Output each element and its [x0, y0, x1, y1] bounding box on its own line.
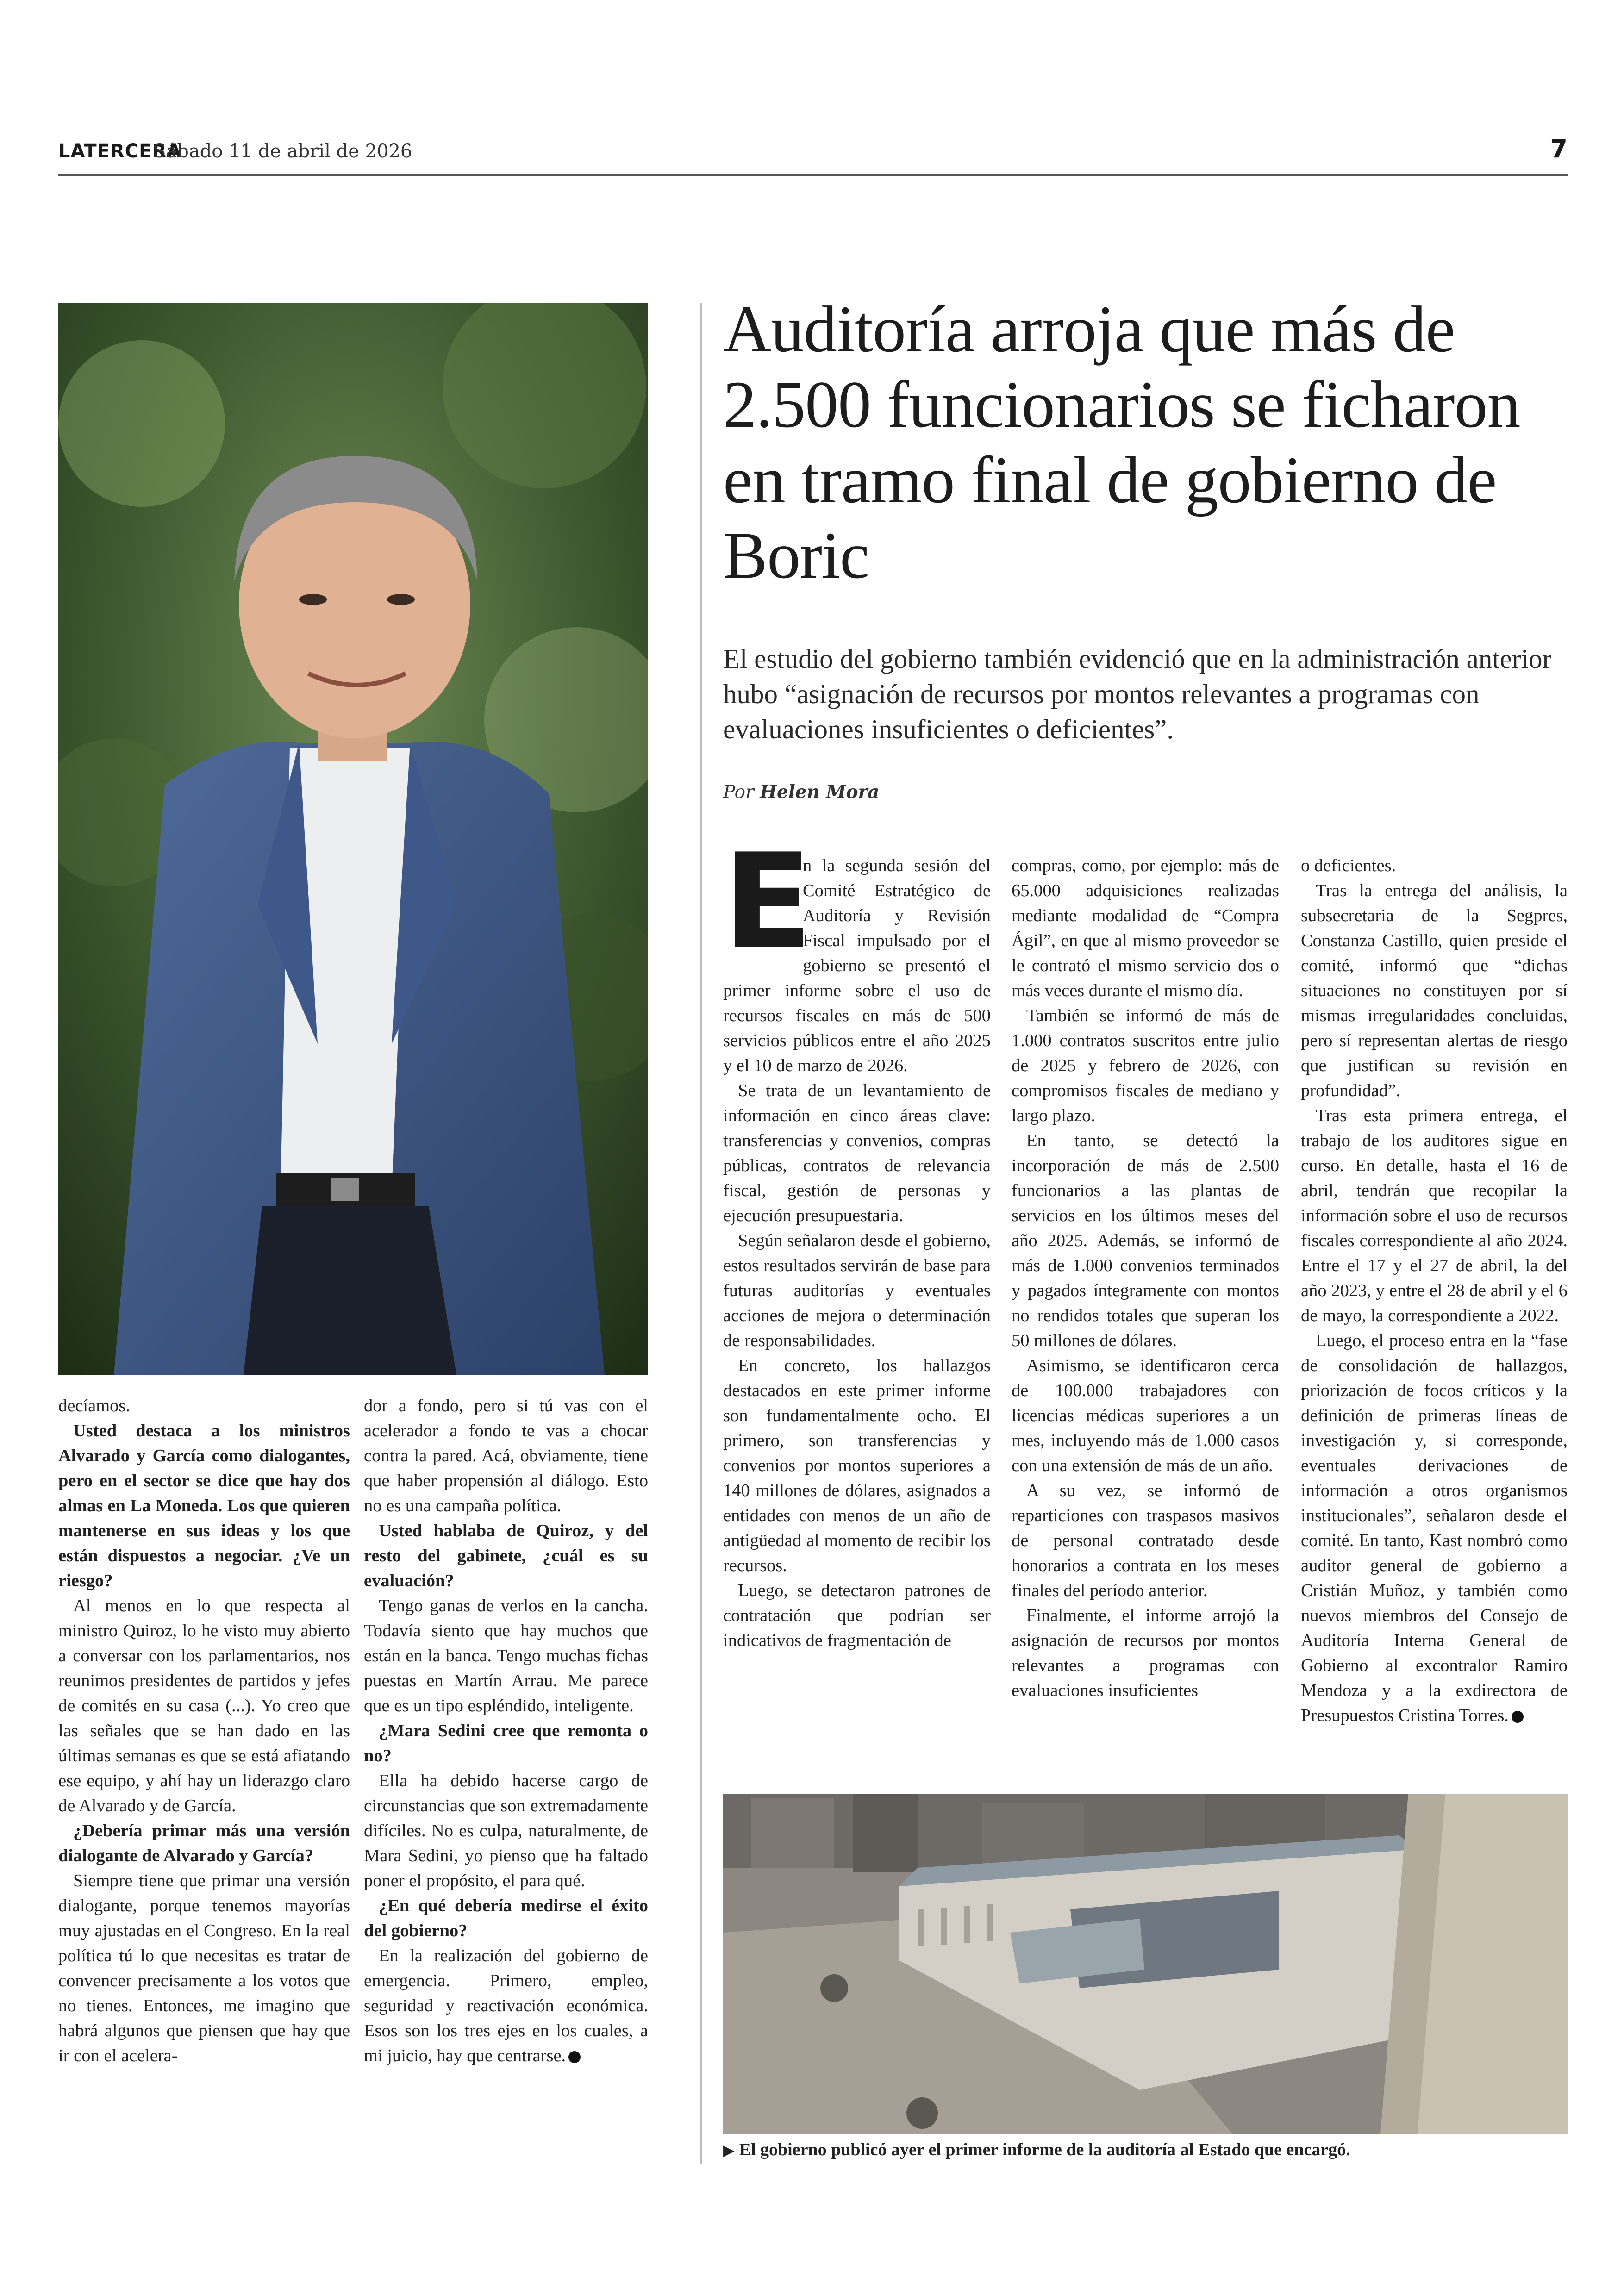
interview-question: ¿En qué debería medirse el éxito del gobierno?	[364, 1896, 648, 1940]
la-moneda-aerial-photo	[723, 1794, 1568, 2134]
byline-author: Helen Mora	[760, 781, 880, 803]
newspaper-brand: LATERCERA	[58, 141, 182, 162]
page-header	[58, 134, 1568, 176]
article-paragraph: Tras esta primera entrega, el trabajo de los auditores sigue en curso. En detalle, hasta el 16 de abril, tendrán que recopilar la información sobre el uso de recursos fiscales correspondiente al año 2024. Entre el 17 y el 27 de abril, la del año 2023, y entre el 28 de abril y el 6 de mayo, la correspondiente a 2022.	[1301, 1106, 1568, 1325]
article-paragraph: En concreto, los hallazgos destacados en este primer informe son fundamentalmente ocho. El primero, son transferencias y convenios por montos superiores a 140 millones de dólares, asignados a entidades con menos de un año de antigüedad al momento de recibir los recursos.	[723, 1356, 991, 1575]
interview-answer: Al menos en lo que respecta al ministro Quiroz, lo he visto muy abierto a conversar con los parlamentarios, nos reunimos presidentes de partidos y jefes de comités en su casa (...). Yo creo que las señales que se han dado en las últimas semanas es que se está afiatando ese equipo, y ahí hay un liderazgo claro de Alvarado y de García.	[58, 1596, 350, 1815]
interview-answer: En la realización del gobierno de emergencia. Primero, empleo, seguridad y reactivación económica. Esos son los tres ejes en los cuales, a mi juicio, hay que centrarse.	[364, 1946, 648, 2065]
interview-column-a	[58, 1393, 350, 2068]
article-paragraph: A su vez, se informó de reparticiones con traspasos masivos de personal contratado desde honorarios a contrata en los meses finales del período anterior.	[1012, 1481, 1279, 1600]
article-paragraph: E n la segunda sesión del Comité Estratégico de Auditoría y Revisión Fiscal impulsado por el gobierno se presentó el primer informe sobre el uso de recursos fiscales en más de 500 servicios públicos entre el año 2025 y el 10 de marzo de 2026.	[723, 825, 991, 1075]
interview-answer: Tengo ganas de verlos en la cancha. Todavía siento que hay muchos que están en la banca. Tengo muchas fichas puestas en Martín Arrau. Me parece que es un tipo espléndido, inteligente.	[364, 1596, 648, 1715]
interview-answer: decíamos.	[58, 1396, 131, 1416]
column-divider	[700, 303, 702, 2164]
article-headline: Auditoría arroja que más de 2.500 funcionarios se ficharon en tramo final de gobierno de Boric	[723, 293, 1520, 592]
article-paragraph: Luego, el proceso entra en la “fase de consolidación de hallazgos, priorización de focos críticos y la definición de primeras líneas de investigación y, si corresponde, eventuales derivaciones de información a otros organismos institucionales”, señalaron desde el comité. En tanto, Kast nombró como auditor general de gobierno a Cristián Muñoz, y también como nuevos miembros del Consejo de Auditoría Interna General de Gobierno al excontralor Ramiro Mendoza y a la exdirectora de Presupuestos Cristina Torres.	[1301, 1331, 1568, 1725]
article-column-3	[1301, 853, 1568, 1728]
byline-prefix: Por	[723, 782, 754, 803]
end-of-article-icon	[1512, 1711, 1524, 1723]
interviewee-portrait-photo	[58, 303, 648, 1375]
article-paragraph: compras, como, por ejemplo: más de 65.000 adquisiciones realizadas mediante modalidad de “Compra Ágil”, en que al mismo proveedor se le contrató el mismo servicio dos o más veces durante el mismo día.	[1012, 856, 1279, 1000]
interview-answer: Siempre tiene que primar una versión dialogante, porque tenemos mayorías muy ajustadas en el Congreso. En la real política tú lo que necesitas es tratar de convencer precisamente a los votos que no tienes. Entonces, me imagino que habrá algunos que piensen que hay que ir con el acelera-	[58, 1871, 350, 2065]
article-paragraph: Tras la entrega del análisis, la subsecretaria de la Segpres, Constanza Castillo, quien preside el comité, informó que “dichas situaciones no constituyen por sí mismas irregularidades concluidas, pero sí representan alertas de riesgo que justifican su revisión en profundidad”.	[1301, 881, 1568, 1100]
article-paragraph: Según señalaron desde el gobierno, estos resultados servirán de base para futuras auditorías y eventuales acciones de mejora o determinación de responsabilidades.	[723, 1231, 991, 1350]
article-paragraph: Finalmente, el informe arrojó la asignación de recursos por montos relevantes a programas con evaluaciones insuficientes	[1012, 1606, 1279, 1700]
interview-question: Usted destaca a los ministros Alvarado y García como dialogantes, pero en el sector se dice que hay dos almas en La Moneda. Los que quieren mantenerse en sus ideas y los que están dispuestos a negociar. ¿Ve un riesgo?	[58, 1421, 350, 1590]
drop-cap: E	[723, 825, 812, 978]
interview-answer: dor a fondo, pero si tú vas con el acelerador a fondo te vas a chocar contra la pared. Acá, obviamente, tiene que haber propensión al diálogo. Esto no es una campaña política.	[364, 1396, 648, 1515]
interview-question: Usted hablaba de Quiroz, y del resto del gabinete, ¿cuál es su evaluación?	[364, 1521, 648, 1590]
photo-caption: ▶ El gobierno publicó ayer el primer informe de la auditoría al Estado que encargó.	[723, 2140, 1350, 2159]
end-of-interview-icon	[568, 2051, 581, 2063]
article-column-1	[723, 825, 991, 1653]
caption-marker-icon: ▶	[723, 2142, 735, 2158]
article-paragraph: Se trata de un levantamiento de información en cinco áreas clave: transferencias y convenios, compras públicas, contratos de relevancia fiscal, gestión de personas y ejecución presupuestaria.	[723, 1081, 991, 1225]
interview-answer: Ella ha debido hacerse cargo de circunstancias que son extremadamente difíciles. No es culpa, naturalmente, de Mara Sedini, yo pienso que ha faltado poner el propósito, el para qué.	[364, 1771, 648, 1890]
issue-date: Sábado 11 de abril de 2026	[153, 141, 412, 162]
article-byline	[723, 781, 879, 803]
article-deck: El estudio del gobierno también evidenció que en la administración anterior hubo “asignación de recursos por montos relevantes a programas con evaluaciones insuficientes o deficientes”.	[723, 643, 1552, 744]
interview-column-b	[364, 1393, 648, 2068]
article-column-2	[1012, 853, 1279, 1703]
interview-question: ¿Mara Sedini cree que remonta o no?	[364, 1721, 648, 1765]
article-paragraph: Luego, se detectaron patrones de contratación que podrían ser indicativos de fragmentación de	[723, 1581, 991, 1650]
interview-question: ¿Debería primar más una versión dialogante de Alvarado y García?	[58, 1821, 350, 1865]
article-paragraph: Asimismo, se identificaron cerca de 100.000 trabajadores con licencias médicas superiores a un mes, incluyendo más de 1.000 casos con una extensión de más de un año.	[1012, 1356, 1279, 1475]
page-number: 7	[1550, 134, 1568, 163]
article-paragraph: En tanto, se detectó la incorporación de más de 2.500 funcionarios a las plantas de servicios en los últimos meses del año 2025. Además, se informó de más de 1.000 convenios terminados y pagados íntegramente con montos no rendidos totales que superan los 50 millones de dólares.	[1012, 1131, 1279, 1350]
article-paragraph: o deficientes.	[1301, 856, 1396, 875]
article-paragraph: También se informó de más de 1.000 contratos suscritos entre julio de 2025 y febrero de 2026, con compromisos fiscales de mediano y largo plazo.	[1012, 1006, 1279, 1125]
